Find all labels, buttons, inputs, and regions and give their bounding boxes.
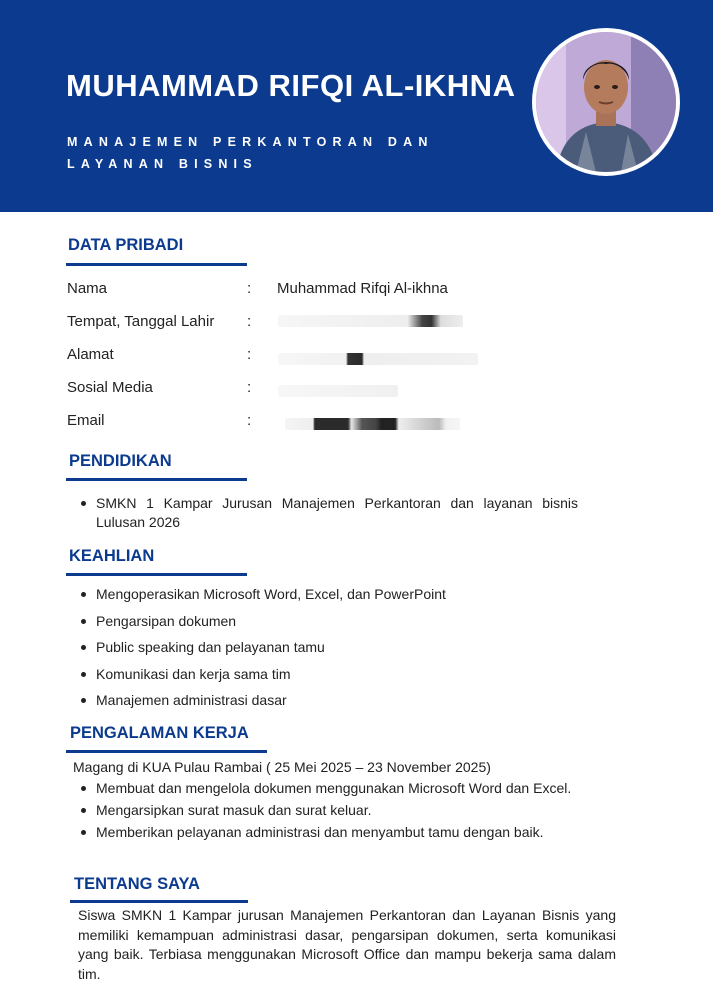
section-title-pengalaman-kerja: PENGALAMAN KERJA — [70, 724, 249, 742]
redacted-value — [278, 315, 463, 327]
field-label-alamat: Alamat — [67, 346, 114, 363]
field-colon: : — [247, 280, 252, 297]
list-item — [78, 494, 578, 532]
field-colon: : — [247, 346, 252, 363]
field-label-email: Email — [67, 412, 105, 429]
education-line2: Lulusan 2026 — [96, 514, 181, 530]
job-position: Magang di KUA Pulau Rambai ( 25 Mei 2025 – 23 November 2025) — [73, 759, 491, 775]
header-banner — [0, 0, 713, 212]
section-divider — [66, 750, 267, 753]
section-title-pendidikan: PENDIDIKAN — [69, 452, 172, 470]
field-colon: : — [247, 412, 252, 429]
section-title-tentang-saya: TENTANG SAYA — [74, 875, 200, 893]
job-subtitle-line2: LAYANAN BISNIS — [67, 157, 258, 171]
field-colon: : — [247, 379, 252, 396]
person-name: MUHAMMAD RIFQI AL-IKHNA — [66, 68, 516, 103]
skills-list — [78, 585, 578, 718]
section-divider — [66, 478, 247, 481]
field-colon: : — [247, 313, 252, 330]
redacted-value — [278, 353, 478, 365]
profile-photo — [532, 28, 680, 176]
redacted-value — [278, 385, 398, 397]
redacted-value — [285, 418, 460, 430]
field-label-tempat-tanggal-lahir: Tempat, Tanggal Lahir — [67, 313, 215, 330]
list-item: Manajemen administrasi dasar — [78, 691, 578, 718]
list-item: Memberikan pelayanan administrasi dan menyambut tamu dengan baik. — [78, 823, 590, 842]
experience-list — [78, 779, 590, 842]
list-item: Public speaking dan pelayanan tamu — [78, 638, 578, 665]
field-label-nama: Nama — [67, 280, 108, 297]
list-item: Pengarsipan dokumen — [78, 612, 578, 639]
field-value-nama: Muhammad Rifqi Al-ikhna — [277, 280, 448, 297]
field-label-sosial-media: Sosial Media — [67, 379, 153, 396]
job-subtitle-line1: MANAJEMEN PERKANTORAN DAN — [67, 135, 434, 149]
section-divider — [66, 263, 247, 266]
section-divider — [70, 900, 248, 903]
list-item: Mengarsipkan surat masuk dan surat keluar. — [78, 801, 590, 820]
job-subtitle — [67, 131, 487, 175]
section-divider — [66, 573, 247, 576]
list-item: Komunikasi dan kerja sama tim — [78, 665, 578, 692]
section-title-data-pribadi: DATA PRIBADI — [68, 236, 184, 254]
education-line1: SMKN 1 Kampar Jurusan Manajemen Perkantoran dan layanan bisnis — [96, 495, 578, 511]
list-item: Membuat dan mengelola dokumen menggunakan Microsoft Word dan Excel. — [78, 779, 590, 798]
list-item: Mengoperasikan Microsoft Word, Excel, dan PowerPoint — [78, 585, 578, 612]
education-list — [78, 494, 578, 532]
section-title-keahlian: KEAHLIAN — [69, 547, 155, 565]
about-paragraph: Siswa SMKN 1 Kampar jurusan Manajemen Perkantoran dan Layanan Bisnis yang memiliki kemampuan administrasi dasar, pengarsipan dokumen, serta komunikasi yang baik. Terbiasa menggunakan Microsoft Office dan mampu bekerja sama dalam tim. — [78, 907, 616, 982]
